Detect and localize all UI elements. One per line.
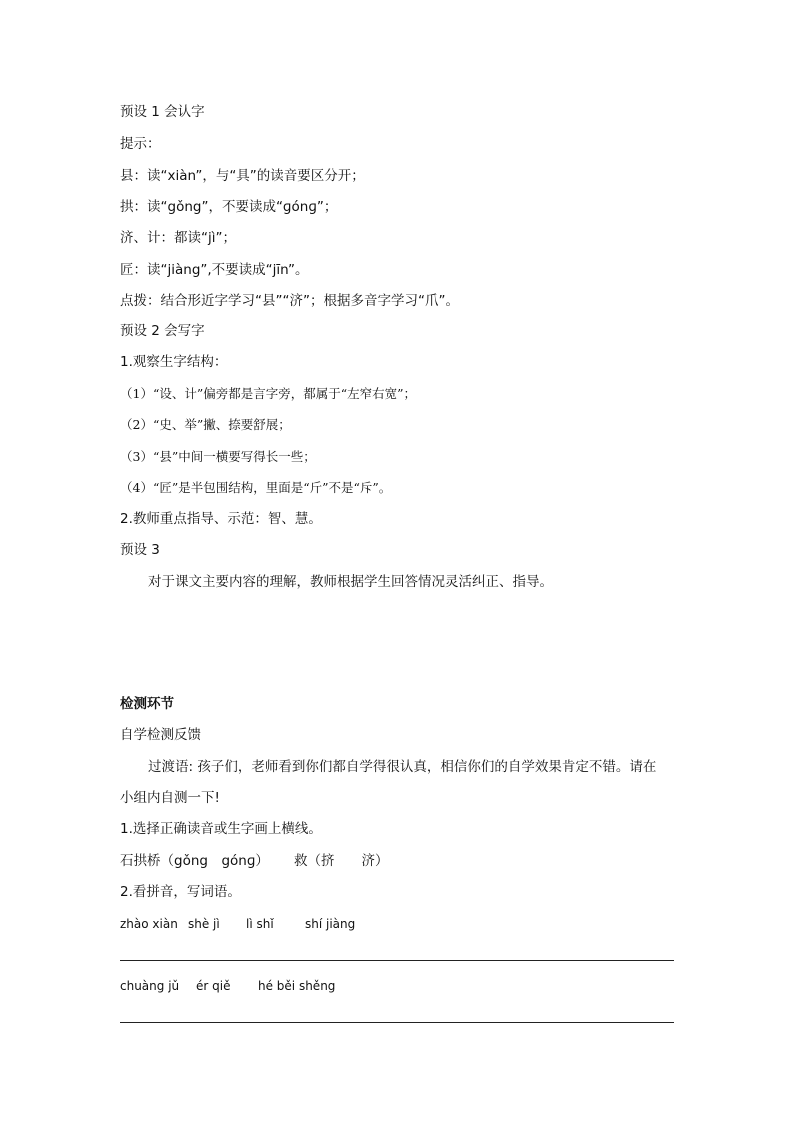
pinyin-item: lì shǐ bbox=[246, 917, 274, 931]
question-1-option-b: 救（挤 济） bbox=[294, 853, 389, 869]
transition-line-1: 过渡语: 孩子们，老师看到你们都自学得很认真，相信你们的自学效果肯定不错。请在 bbox=[148, 759, 657, 775]
preset3-text: 对于课文主要内容的理解，教师根据学生回答情况灵活纠正、指导。 bbox=[148, 574, 553, 590]
answer-line-2 bbox=[120, 1022, 674, 1023]
pinyin-item: shí jiàng bbox=[305, 917, 356, 931]
hint-xian: 县：读“xiàn”，与“具”的读音要区分开； bbox=[120, 168, 365, 184]
pinyin-item: hé běi shěng bbox=[258, 979, 336, 993]
hint-ji: 济、计：都读“jì”； bbox=[120, 230, 236, 246]
pinyin-item: ér qiě bbox=[196, 979, 231, 993]
preset3-title: 预设 3 bbox=[120, 542, 160, 558]
question-1: 1.选择正确读音或生字画上横线。 bbox=[120, 821, 322, 837]
answer-line-1 bbox=[120, 960, 674, 961]
structure-item-3: （3）“县”中间一横要写得长一些； bbox=[120, 449, 316, 464]
transition-line-2: 小组内自测一下! bbox=[120, 790, 220, 806]
step1-heading: 1.观察生字结构： bbox=[120, 354, 228, 370]
structure-item-4: （4）“匠”是半包围结构，里面是“斤”不是“斥”。 bbox=[120, 480, 392, 495]
guide-text: 点拨：结合形近字学习“县”“济”；根据多音字学习“爪”。 bbox=[120, 293, 459, 309]
hint-label: 提示： bbox=[120, 136, 161, 152]
preset2-title: 预设 2 会写字 bbox=[120, 323, 205, 339]
pinyin-item: shè jì bbox=[188, 917, 220, 931]
structure-item-2: （2）“史、举”撇、捺要舒展； bbox=[120, 417, 291, 432]
pinyin-item: zhào xiàn bbox=[120, 917, 178, 931]
structure-item-1: （1）“设、计”偏旁都是言字旁，都属于“左窄右宽”； bbox=[120, 386, 417, 401]
pinyin-item: chuàng jǔ bbox=[120, 979, 180, 993]
question-1-option-a: 石拱桥（gǒng gónɡ） bbox=[120, 853, 269, 869]
hint-jiang: 匠：读“jiàng”,不要读成“jīn”。 bbox=[120, 262, 309, 278]
step2-heading: 2.教师重点指导、示范：智、慧。 bbox=[120, 511, 322, 527]
section-title: 检测环节 bbox=[120, 696, 174, 712]
preset1-title: 预设 1 会认字 bbox=[120, 104, 205, 120]
section-subtitle: 自学检测反馈 bbox=[120, 727, 201, 743]
question-2: 2.看拼音，写词语。 bbox=[120, 884, 241, 900]
hint-gong: 拱：读“gǒng”，不要读成“ɡónɡ”； bbox=[120, 199, 338, 215]
